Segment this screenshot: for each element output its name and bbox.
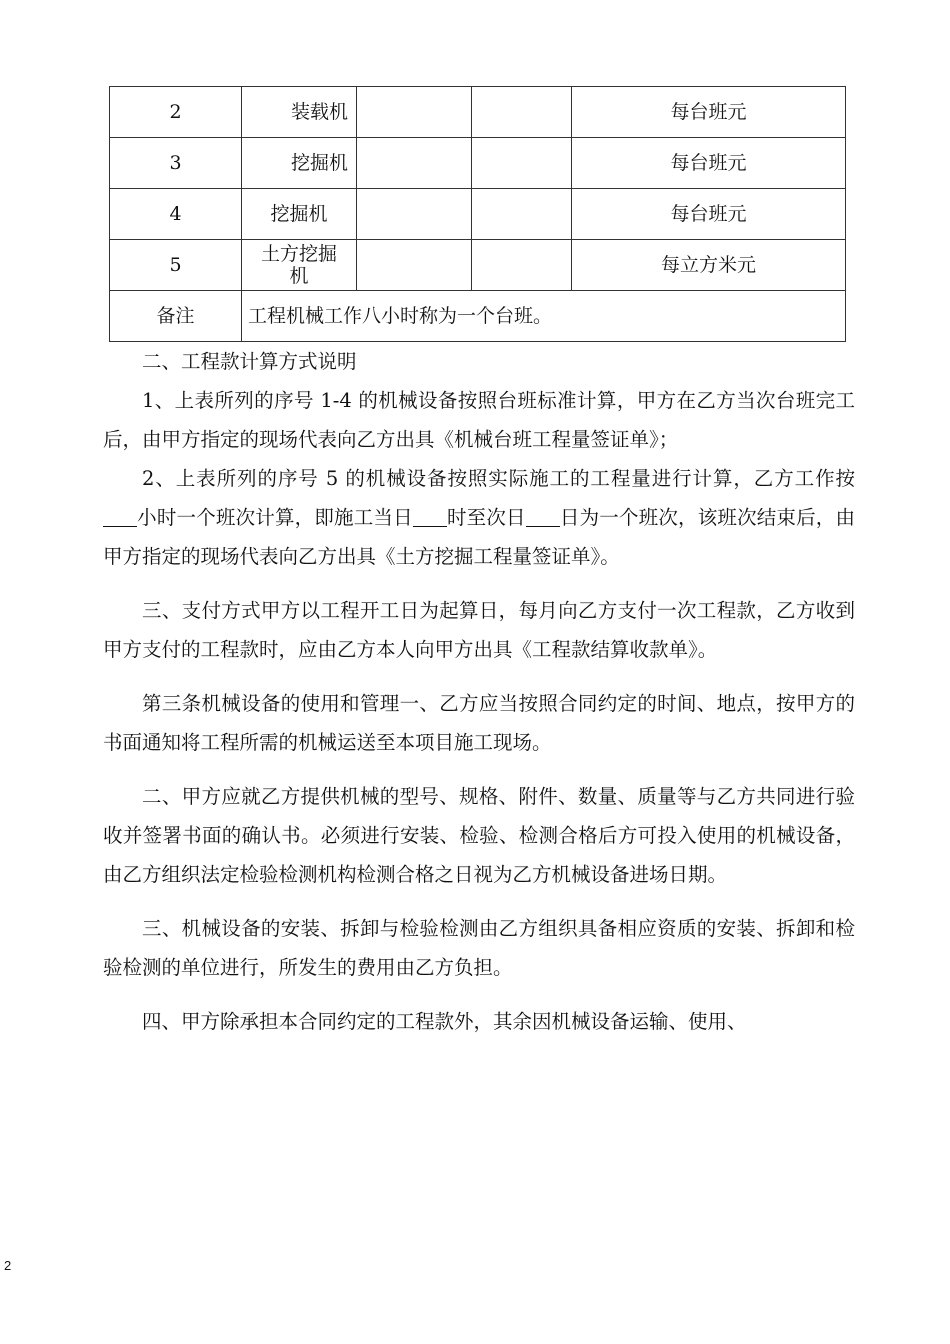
paragraph: 四、甲方除承担本合同约定的工程款外，其余因机械设备运输、使用、 bbox=[142, 1010, 747, 1033]
row-number: 4 bbox=[110, 189, 242, 240]
table-row bbox=[110, 240, 846, 291]
unit-price: 每台班元 bbox=[572, 189, 846, 240]
empty-cell bbox=[357, 189, 472, 240]
paragraph-text: 2、上表所列的序号 5 的机械设备按照实际施工的工程量进行计算，乙方工作按 bbox=[142, 467, 855, 490]
machine-name: 挖掘机 bbox=[242, 138, 357, 189]
fill-blank bbox=[413, 507, 447, 528]
section-heading: 二、工程款计算方式说明 bbox=[142, 350, 357, 373]
unit-price: 每台班元 bbox=[572, 138, 846, 189]
equipment-rate-table bbox=[109, 86, 846, 342]
unit-price: 每台班元 bbox=[572, 87, 846, 138]
table-row bbox=[110, 138, 846, 189]
row-number: 5 bbox=[110, 240, 242, 291]
empty-cell bbox=[357, 138, 472, 189]
remark-text: 工程机械工作八小时称为一个台班。 bbox=[242, 291, 846, 342]
machine-name: 挖掘机 bbox=[242, 189, 357, 240]
paragraph: 三、支付方式甲方以工程开工日为起算日，每月向乙方支付一次工程款，乙方收到甲方支付的工程款时，应由乙方本人向甲方出具《工程款结算收款单》。 bbox=[103, 599, 855, 661]
machine-name-line1: 土方挖掘 bbox=[260, 243, 337, 265]
paragraph: 三、机械设备的安装、拆卸与检验检测由乙方组织具备相应资质的安装、拆卸和检验检测的单位进行，所发生的费用由乙方负担。 bbox=[103, 917, 855, 979]
empty-cell bbox=[472, 87, 572, 138]
row-number: 2 bbox=[110, 87, 242, 138]
fill-blank bbox=[526, 507, 560, 528]
empty-cell bbox=[357, 240, 472, 291]
machine-name-line2: 机 bbox=[289, 265, 309, 287]
paragraph: 二、甲方应就乙方提供机械的型号、规格、附件、数量、质量等与乙方共同进行验收并签署书面的确认书。必须进行安装、检验、检测合格后方可投入使用的机械设备，由乙方组织法定检验检测机构检测合格之日视为乙方机械设备进场日期。 bbox=[103, 785, 855, 886]
paragraph-text: 时至次日 bbox=[446, 506, 526, 529]
paragraph: 1、上表所列的序号 1-4 的机械设备按照台班标准计算，甲方在乙方当次台班完工后，由甲方指定的现场代表向乙方出具《机械台班工程量签证单》； bbox=[103, 389, 855, 451]
machine-name: 装载机 bbox=[242, 87, 357, 138]
table-row-remark bbox=[110, 291, 846, 342]
table-row bbox=[110, 189, 846, 240]
machine-name bbox=[242, 240, 357, 291]
remark-label: 备注 bbox=[110, 291, 242, 342]
unit-price: 每立方米元 bbox=[572, 240, 846, 291]
empty-cell bbox=[472, 138, 572, 189]
paragraph: 第三条机械设备的使用和管理一、乙方应当按照合同约定的时间、地点，按甲方的书面通知将工程所需的机械运送至本项目施工现场。 bbox=[103, 692, 855, 754]
empty-cell bbox=[472, 189, 572, 240]
paragraph-text: 日为一个班次，该班次结束后，由甲方指定的现场代表向乙方出具《土方挖掘工程量签证单》。 bbox=[103, 506, 855, 568]
empty-cell bbox=[472, 240, 572, 291]
paragraph bbox=[103, 459, 855, 576]
document-body bbox=[103, 342, 855, 1041]
page-number: 2 bbox=[4, 1258, 12, 1273]
row-number: 3 bbox=[110, 138, 242, 189]
paragraph-text: 小时一个班次计算，即施工当日 bbox=[137, 506, 413, 529]
empty-cell bbox=[357, 87, 472, 138]
table-row bbox=[110, 87, 846, 138]
fill-blank bbox=[103, 507, 137, 528]
